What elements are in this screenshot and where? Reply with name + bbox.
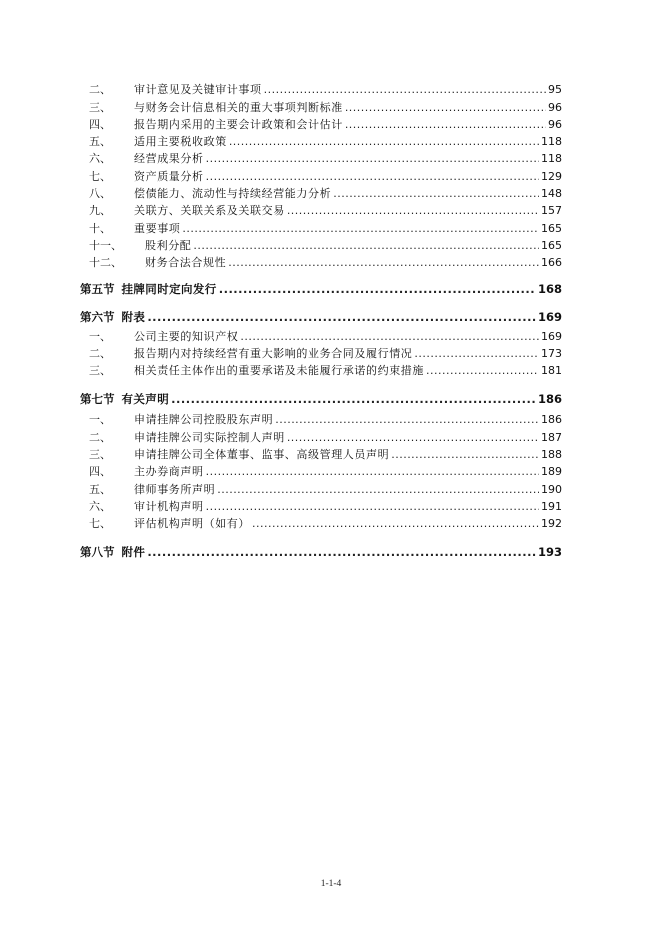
toc-leader-dots <box>391 448 539 462</box>
toc-entry-title: 资产质量分析 <box>134 169 204 183</box>
toc-entry[interactable] <box>80 149 562 166</box>
toc-entry-page: 96 <box>548 100 562 114</box>
toc-entry-page: 118 <box>541 152 562 166</box>
toc-leader-dots <box>345 118 546 132</box>
toc-entry-page: 192 <box>541 517 562 531</box>
toc-section-page: 169 <box>537 310 562 325</box>
toc-entry-number: 四、 <box>89 117 111 131</box>
toc-leader-dots <box>287 431 539 445</box>
toc-entry-page: 190 <box>541 482 562 496</box>
toc-leader-dots <box>217 483 539 497</box>
toc-leader-dots <box>287 204 539 218</box>
toc-entry-number: 一、 <box>89 413 111 427</box>
toc-entry[interactable] <box>80 201 562 218</box>
toc-leader-dots <box>275 413 539 427</box>
toc-section-label: 第五节 <box>80 282 115 297</box>
toc-section-heading[interactable] <box>80 537 562 559</box>
toc-entry[interactable] <box>80 115 562 132</box>
toc-entry-page: 169 <box>541 329 562 343</box>
toc-entry-page: 173 <box>541 346 562 360</box>
toc-entry-number: 二、 <box>89 83 111 97</box>
toc-entry-number: 七、 <box>89 169 111 183</box>
toc-section-page: 168 <box>537 282 562 297</box>
toc-entry-title: 财务合法合规性 <box>145 256 227 270</box>
toc-entry[interactable] <box>80 427 562 444</box>
toc-entry-page: 181 <box>541 364 562 378</box>
toc-leader-dots <box>206 170 539 184</box>
toc-leader-dots <box>228 256 539 270</box>
toc-leader-dots <box>147 310 536 324</box>
toc-entry[interactable] <box>80 344 562 361</box>
toc-leader-dots <box>147 545 536 559</box>
table-of-contents <box>80 80 562 559</box>
toc-entry-title: 主办券商声明 <box>134 465 204 479</box>
toc-entry[interactable] <box>80 132 562 149</box>
toc-section-label: 第七节 <box>80 392 115 407</box>
toc-leader-dots <box>240 330 539 344</box>
toc-entry-title: 经营成果分析 <box>134 152 204 166</box>
toc-entry-page: 129 <box>541 169 562 183</box>
toc-entry-title: 偿债能力、流动性与持续经营能力分析 <box>134 187 332 201</box>
toc-entry-number: 十一、 <box>89 238 122 252</box>
toc-entry-title: 申请挂牌公司实际控制人声明 <box>134 430 285 444</box>
toc-section-page: 186 <box>537 392 562 407</box>
toc-section-label: 第六节 <box>80 310 115 325</box>
toc-entry-title: 审计意见及关键审计事项 <box>134 83 262 97</box>
toc-section-title: 附表 <box>121 310 146 325</box>
toc-entry-number: 九、 <box>89 204 111 218</box>
toc-entry-page: 165 <box>541 238 562 252</box>
toc-leader-dots <box>206 152 539 166</box>
toc-entry[interactable] <box>80 166 562 183</box>
toc-entry[interactable] <box>80 361 562 378</box>
toc-section-heading[interactable] <box>80 274 562 296</box>
toc-leader-dots <box>229 135 539 149</box>
toc-entry-title: 审计机构声明 <box>134 499 204 513</box>
toc-entry[interactable] <box>80 253 562 270</box>
toc-entry-number: 十、 <box>89 221 111 235</box>
toc-entry-number: 二、 <box>89 430 111 444</box>
toc-entry-page: 166 <box>541 256 562 270</box>
toc-entry-page: 118 <box>541 135 562 149</box>
toc-entry-title: 报告期内对持续经营有重大影响的业务合同及履行情况 <box>134 346 413 360</box>
toc-leader-dots <box>193 239 539 253</box>
toc-entry-page: 148 <box>541 187 562 201</box>
toc-entry-title: 关联方、关联关系及关联交易 <box>134 204 285 218</box>
toc-section-heading[interactable] <box>80 384 562 406</box>
toc-entry[interactable] <box>80 410 562 427</box>
toc-entry-number: 五、 <box>89 482 111 496</box>
toc-leader-dots <box>182 222 539 236</box>
toc-section-label: 第八节 <box>80 545 115 560</box>
toc-entry[interactable] <box>80 184 562 201</box>
toc-entry-number: 六、 <box>89 499 111 513</box>
toc-leader-dots <box>333 187 539 201</box>
toc-entry-number: 二、 <box>89 346 111 360</box>
toc-entry[interactable] <box>80 218 562 235</box>
toc-entry-title: 申请挂牌公司全体董事、监事、高级管理人员声明 <box>134 448 390 462</box>
toc-entry[interactable] <box>80 479 562 496</box>
toc-leader-dots <box>252 517 539 531</box>
toc-leader-dots <box>219 282 536 296</box>
toc-entry-title: 申请挂牌公司控股股东声明 <box>134 413 274 427</box>
toc-entry-page: 96 <box>548 117 562 131</box>
toc-leader-dots <box>206 500 539 514</box>
toc-entry-title: 相关责任主体作出的重要承诺及未能履行承诺的约束措施 <box>134 364 424 378</box>
toc-entry-page: 186 <box>541 413 562 427</box>
toc-entry[interactable] <box>80 80 562 97</box>
toc-entry-title: 与财务会计信息相关的重大事项判断标准 <box>134 100 343 114</box>
toc-entry-number: 三、 <box>89 100 111 114</box>
toc-leader-dots <box>206 465 539 479</box>
toc-section-heading[interactable] <box>80 302 562 324</box>
toc-entry[interactable] <box>80 326 562 343</box>
toc-entry-title: 股利分配 <box>145 238 192 252</box>
toc-leader-dots <box>264 83 546 97</box>
toc-entry-page: 189 <box>541 465 562 479</box>
toc-entry-number: 三、 <box>89 364 111 378</box>
toc-leader-dots <box>426 364 539 378</box>
toc-entry-number: 五、 <box>89 135 111 149</box>
toc-entry-page: 187 <box>541 430 562 444</box>
toc-entry-number: 八、 <box>89 187 111 201</box>
toc-entry-page: 95 <box>548 83 562 97</box>
toc-entry[interactable] <box>80 445 562 462</box>
toc-entry[interactable] <box>80 497 562 514</box>
toc-entry[interactable] <box>80 462 562 479</box>
toc-entry-number: 四、 <box>89 465 111 479</box>
toc-entry[interactable] <box>80 236 562 253</box>
toc-leader-dots <box>171 392 536 406</box>
toc-entry-page: 165 <box>541 221 562 235</box>
toc-entry-title: 评估机构声明（如有） <box>134 517 250 531</box>
toc-entry-number: 一、 <box>89 329 111 343</box>
toc-section-page: 193 <box>537 545 562 560</box>
toc-entry-number: 三、 <box>89 448 111 462</box>
toc-entry-title: 律师事务所声明 <box>134 482 216 496</box>
toc-entry-number: 七、 <box>89 517 111 531</box>
toc-section-title: 附件 <box>121 545 146 560</box>
page-number-footer: 1-1-4 <box>320 879 342 889</box>
toc-entry-number: 六、 <box>89 152 111 166</box>
toc-entry-page: 191 <box>541 499 562 513</box>
toc-entry-title: 适用主要税收政策 <box>134 135 227 149</box>
toc-section-title: 挂牌同时定向发行 <box>121 282 217 297</box>
toc-entry-title: 公司主要的知识产权 <box>134 329 239 343</box>
toc-entry[interactable] <box>80 97 562 114</box>
toc-entry-page: 157 <box>541 204 562 218</box>
toc-entry[interactable] <box>80 514 562 531</box>
toc-leader-dots <box>345 101 546 115</box>
toc-entry-page: 188 <box>541 448 562 462</box>
toc-leader-dots <box>414 347 539 361</box>
toc-entry-title: 重要事项 <box>134 221 181 235</box>
toc-entry-number: 十二、 <box>89 256 122 270</box>
toc-entry-title: 报告期内采用的主要会计政策和会计估计 <box>134 117 343 131</box>
toc-section-title: 有关声明 <box>121 392 170 407</box>
